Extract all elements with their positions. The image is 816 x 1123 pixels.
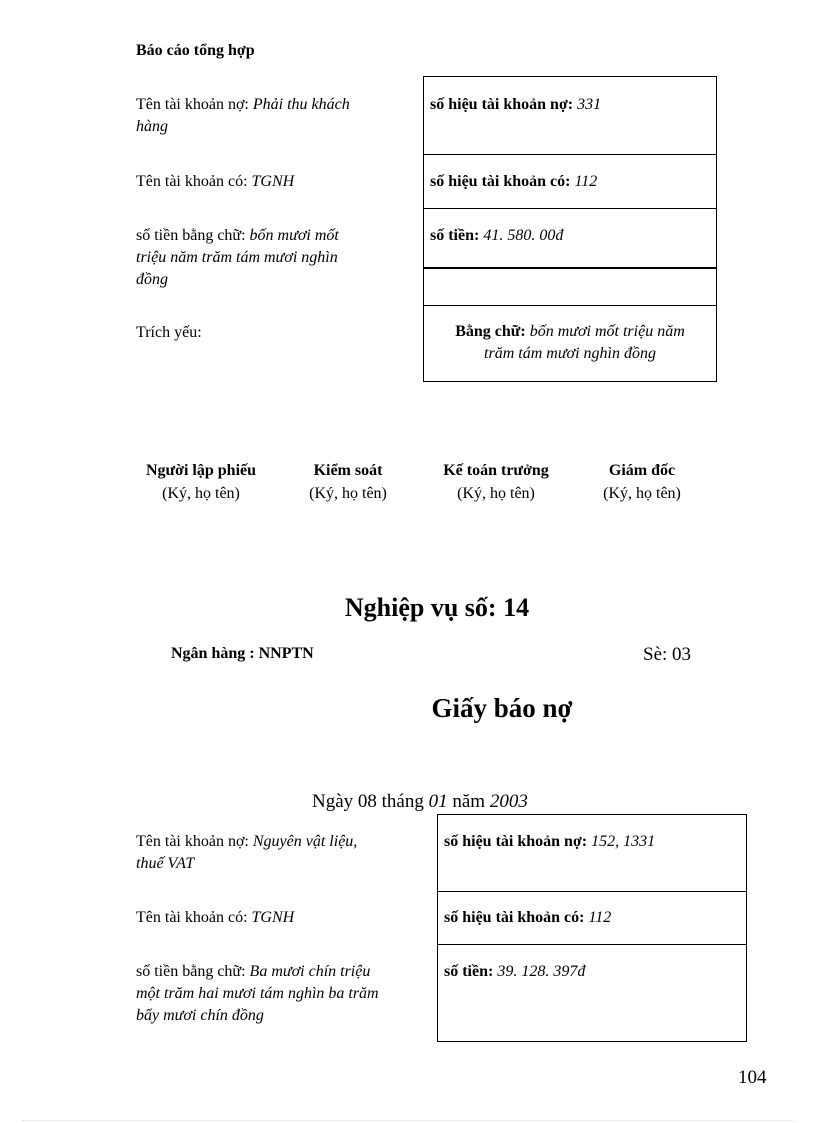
report-amount-words-line2: triệu năm trăm tám mươi nghìn [136, 249, 338, 266]
transaction-debit-name-line2: thuế VAT [136, 855, 195, 872]
report-summary-label: Trích yếu: [136, 324, 202, 341]
signature-controller [288, 459, 408, 505]
report-debit-no [430, 94, 601, 116]
transaction-amount-words-line1: Ba mươi chín triệu [249, 963, 371, 980]
date-year: 2003 [489, 791, 528, 812]
report-box-divider-2 [424, 208, 716, 209]
transaction-title: Nghiệp vụ số: 14 [344, 593, 530, 622]
report-amount-value: 41. 580. 00đ [483, 227, 564, 244]
transaction-amount-words-label: số tiền bằng chữ: [136, 963, 250, 980]
report-credit-name [136, 171, 294, 193]
date-middle: năm [447, 791, 490, 812]
signature-preparer [126, 459, 276, 505]
transaction-credit-no [444, 907, 611, 929]
report-amount-words [136, 225, 416, 291]
report-debit-name [136, 94, 411, 138]
date-month: 01 [428, 791, 448, 812]
report-amount [430, 225, 563, 247]
date-prefix: Ngày 08 tháng [312, 791, 429, 812]
document-title: Giấy báo nợ [431, 693, 573, 723]
transaction-debit-no [444, 831, 655, 853]
transaction-box-divider-2 [438, 944, 746, 945]
transaction-amount-words-line2: một trăm hai mươi tám nghìn ba trăm [136, 985, 379, 1002]
report-credit-no [430, 171, 597, 193]
transaction-credit-name [136, 907, 294, 929]
page-number: 104 [738, 1067, 767, 1088]
transaction-credit-name-label: Tên tài khoản có: [136, 909, 252, 926]
signature-chief-accountant [421, 459, 571, 505]
signature-controller-title: Kiểm soát [313, 462, 383, 479]
transaction-amount-label: số tiền: [444, 963, 498, 980]
report-credit-no-label: số hiệu tài khoản có: [430, 173, 575, 190]
report-debit-name-value-cont: hàng [136, 118, 168, 135]
report-debit-name-label: Tên tài khoản nợ: [136, 96, 253, 113]
transaction-debit-no-label: số hiệu tài khoản nợ: [444, 833, 592, 850]
transaction-account-box [437, 814, 747, 1042]
transaction-credit-no-label: số hiệu tài khoản có: [444, 909, 589, 926]
report-box-divider-3 [424, 267, 716, 269]
signature-director-note: (Ký, họ tên) [603, 485, 681, 502]
signature-director [582, 459, 702, 505]
signature-preparer-title: Người lập phiếu [145, 462, 257, 479]
transaction-number: Sè: 03 [643, 644, 692, 665]
report-words-line1: bốn mươi mốt triệu năm [529, 323, 685, 340]
transaction-amount-value: 39. 128. 397đ [497, 963, 586, 980]
transaction-amount-words-line3: bẩy mươi chín đồng [136, 1007, 264, 1024]
report-amount-words-line1: bốn mươi mốt [249, 227, 339, 244]
report-amount-words-label: số tiền bằng chữ: [136, 227, 250, 244]
transaction-debit-name [136, 831, 426, 875]
signature-chief-accountant-note: (Ký, họ tên) [457, 485, 535, 502]
report-amount-label: số tiền: [430, 227, 484, 244]
transaction-debit-name-line1: Nguyên vật liệu, [252, 833, 358, 850]
transaction-debit-no-value: 152, 1331 [591, 833, 656, 850]
transaction-credit-no-value: 112 [588, 909, 612, 926]
report-account-box [423, 76, 717, 382]
report-debit-name-value: Phải thu khách [252, 96, 350, 113]
report-box-divider-1 [424, 154, 716, 155]
report-debit-no-label: số hiệu tài khoản nợ: [430, 96, 578, 113]
report-words-label: Bằng chữ: [455, 323, 530, 340]
report-credit-name-value: TGNH [251, 173, 295, 190]
signature-preparer-note: (Ký, họ tên) [162, 485, 240, 502]
signature-chief-accountant-title: Kế toán trưởng [443, 462, 549, 479]
report-box-divider-4 [424, 305, 716, 306]
transaction-bank: Ngân hàng : NNPTN [171, 645, 314, 662]
transaction-amount [444, 961, 585, 983]
report-credit-no-value: 112 [574, 173, 598, 190]
footer-divider [22, 1120, 794, 1121]
report-amount-words-line3: đồng [136, 271, 168, 288]
transaction-amount-words [136, 961, 432, 1027]
transaction-debit-name-label: Tên tài khoản nợ: [136, 833, 253, 850]
report-words [424, 321, 716, 365]
signature-controller-note: (Ký, họ tên) [309, 485, 387, 502]
report-words-line2: trăm tám mươi nghìn đồng [484, 345, 656, 362]
signature-director-title: Giám đốc [608, 462, 676, 479]
report-credit-name-label: Tên tài khoản có: [136, 173, 252, 190]
transaction-date [312, 790, 528, 814]
transaction-credit-name-value: TGNH [251, 909, 295, 926]
report-debit-no-value: 331 [577, 96, 602, 113]
transaction-box-divider-1 [438, 891, 746, 892]
report-heading: Báo cáo tổng hợp [136, 42, 255, 59]
